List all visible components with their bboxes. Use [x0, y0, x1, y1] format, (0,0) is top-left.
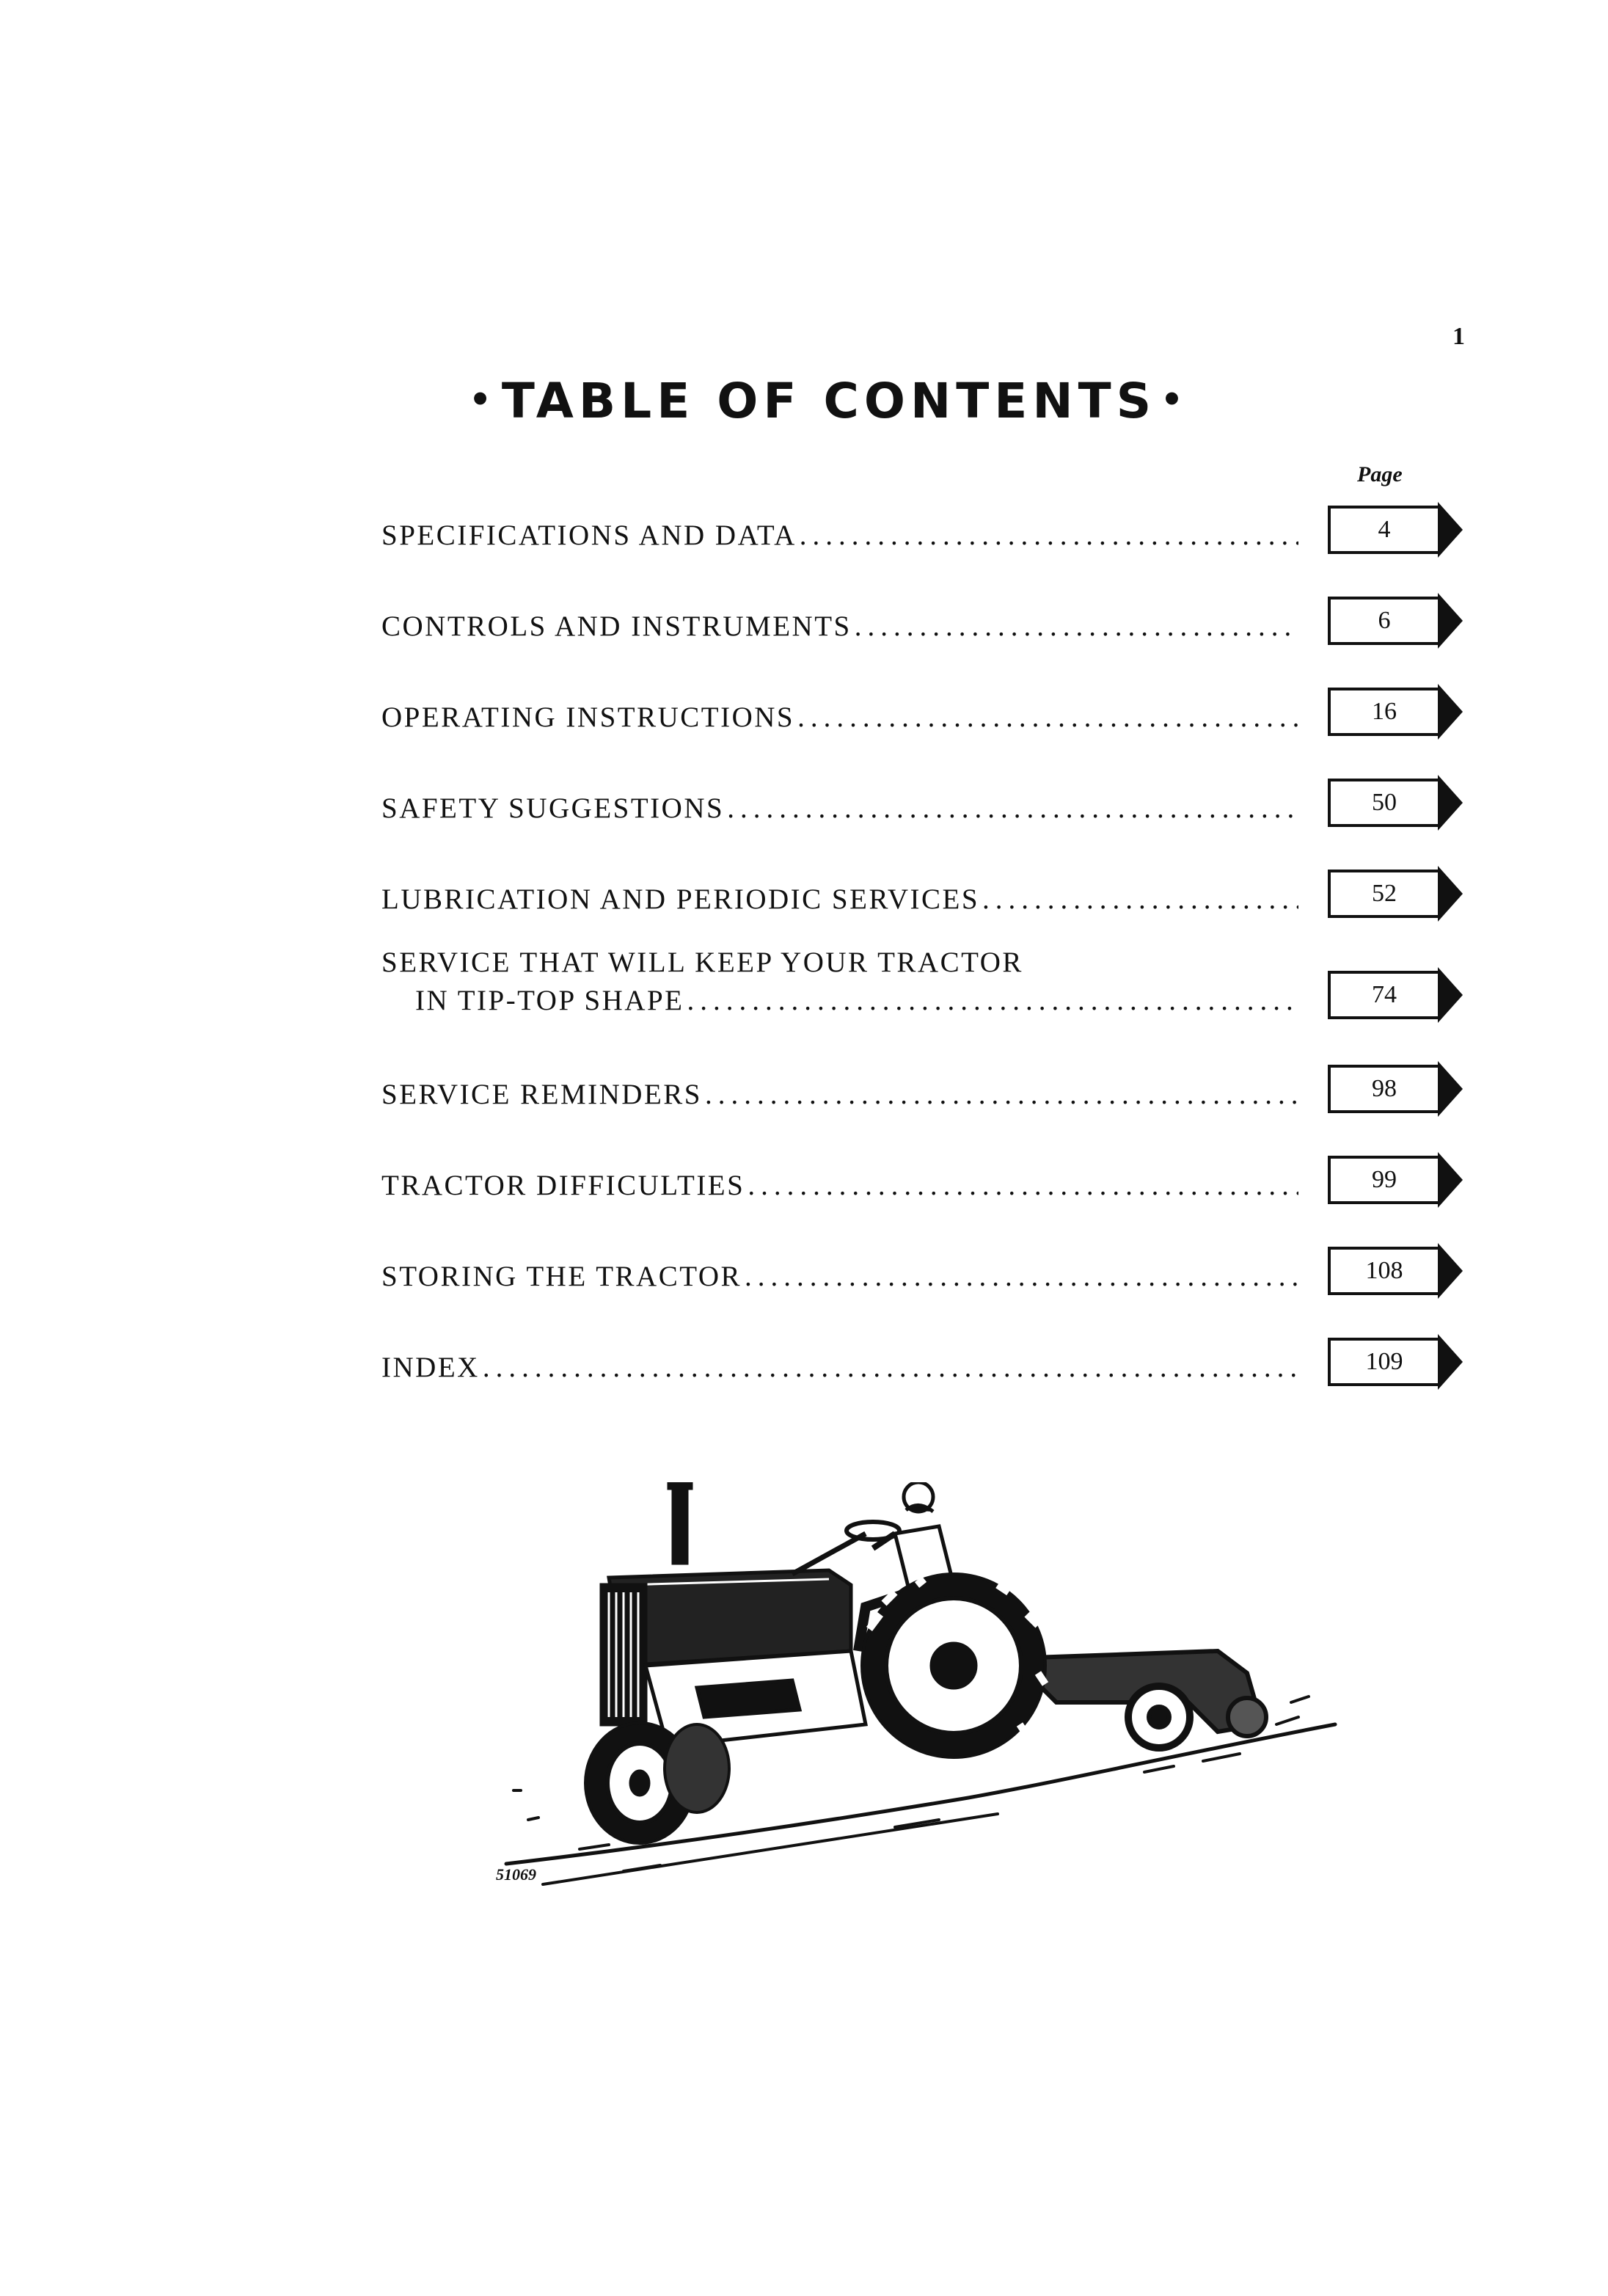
- figure-number: 51069: [496, 1865, 536, 1884]
- page-tab: [1328, 1334, 1463, 1390]
- toc-entry-page: 98: [1328, 1065, 1438, 1113]
- dot-leader: [745, 1260, 1298, 1293]
- tab-arrow-icon: [1438, 593, 1463, 649]
- toc-entry[interactable]: [381, 947, 1467, 1029]
- page-tab: [1328, 775, 1463, 831]
- toc-entry-title-line1: SERVICE THAT WILL KEEP YOUR TRACTOR: [381, 947, 1023, 978]
- page-tab: [1328, 866, 1463, 922]
- page-title: [0, 373, 1608, 429]
- toc-entry-title-line2: IN TIP-TOP SHAPE: [415, 985, 684, 1016]
- toc-entry-title: LUBRICATION AND PERIODIC SERVICES: [381, 883, 980, 915]
- toc-entry-page: 52: [1328, 870, 1438, 918]
- title-bullet-left: •: [469, 379, 491, 420]
- tab-arrow-icon: [1438, 1061, 1463, 1117]
- toc-entry-title: OPERATING INSTRUCTIONS: [381, 701, 795, 733]
- toc-entry-page: 74: [1328, 971, 1438, 1019]
- title-bullet-right: •: [1161, 379, 1183, 420]
- tab-arrow-icon: [1438, 1334, 1463, 1390]
- dot-leader: [705, 1078, 1298, 1111]
- tab-arrow-icon: [1438, 1243, 1463, 1299]
- dot-leader: [727, 792, 1298, 825]
- title-text: TABLE OF CONTENTS: [501, 373, 1157, 429]
- toc-entry[interactable]: [381, 498, 1467, 564]
- tab-arrow-icon: [1438, 866, 1463, 922]
- toc-entry-page: 6: [1328, 597, 1438, 645]
- toc-entry-page: 109: [1328, 1338, 1438, 1386]
- page-column-label: Page: [1357, 462, 1403, 486]
- page-tab: [1328, 967, 1463, 1023]
- toc-entry[interactable]: [381, 588, 1467, 655]
- tab-arrow-icon: [1438, 502, 1463, 558]
- toc-entry-title: TRACTOR DIFFICULTIES: [381, 1170, 745, 1201]
- toc-entry-page: 50: [1328, 779, 1438, 827]
- dot-leader: [982, 883, 1298, 916]
- tab-arrow-icon: [1438, 1152, 1463, 1208]
- toc-entry[interactable]: [381, 679, 1467, 746]
- toc-entry[interactable]: [381, 1330, 1467, 1396]
- toc-entry-page: 16: [1328, 688, 1438, 736]
- toc-entry-page: 99: [1328, 1156, 1438, 1204]
- dot-leader: [797, 701, 1298, 734]
- tab-arrow-icon: [1438, 775, 1463, 831]
- page-tab: [1328, 684, 1463, 740]
- dot-leader: [800, 519, 1298, 552]
- toc-entry-title: STORING THE TRACTOR: [381, 1261, 742, 1292]
- toc-entry[interactable]: [381, 1057, 1467, 1123]
- toc-entry-title: SERVICE REMINDERS: [381, 1079, 702, 1110]
- toc-entry-title: SPECIFICATIONS AND DATA: [381, 520, 797, 551]
- dot-leader: [687, 984, 1299, 1017]
- tractor-plowing-icon: [484, 1482, 1350, 1908]
- toc-entry-title: CONTROLS AND INSTRUMENTS: [381, 611, 852, 642]
- page-tab: [1328, 502, 1463, 558]
- toc-entry[interactable]: [381, 861, 1467, 927]
- page-tab: [1328, 1152, 1463, 1208]
- dot-leader: [483, 1351, 1298, 1384]
- page-tab: [1328, 593, 1463, 649]
- toc-entry[interactable]: [381, 1148, 1467, 1214]
- tab-arrow-icon: [1438, 684, 1463, 740]
- toc-entry[interactable]: [381, 1239, 1467, 1305]
- toc-entry-title: SAFETY SUGGESTIONS: [381, 792, 725, 824]
- page-tab: [1328, 1061, 1463, 1117]
- dot-leader: [748, 1169, 1298, 1202]
- page-number: 1: [1452, 323, 1465, 350]
- toc-entry[interactable]: [381, 770, 1467, 837]
- toc-entry-page: 4: [1328, 506, 1438, 554]
- dot-leader: [855, 610, 1298, 643]
- page-tab: [1328, 1243, 1463, 1299]
- tab-arrow-icon: [1438, 967, 1463, 1023]
- toc-entry-title: INDEX: [381, 1352, 480, 1383]
- toc-entry-page: 108: [1328, 1247, 1438, 1295]
